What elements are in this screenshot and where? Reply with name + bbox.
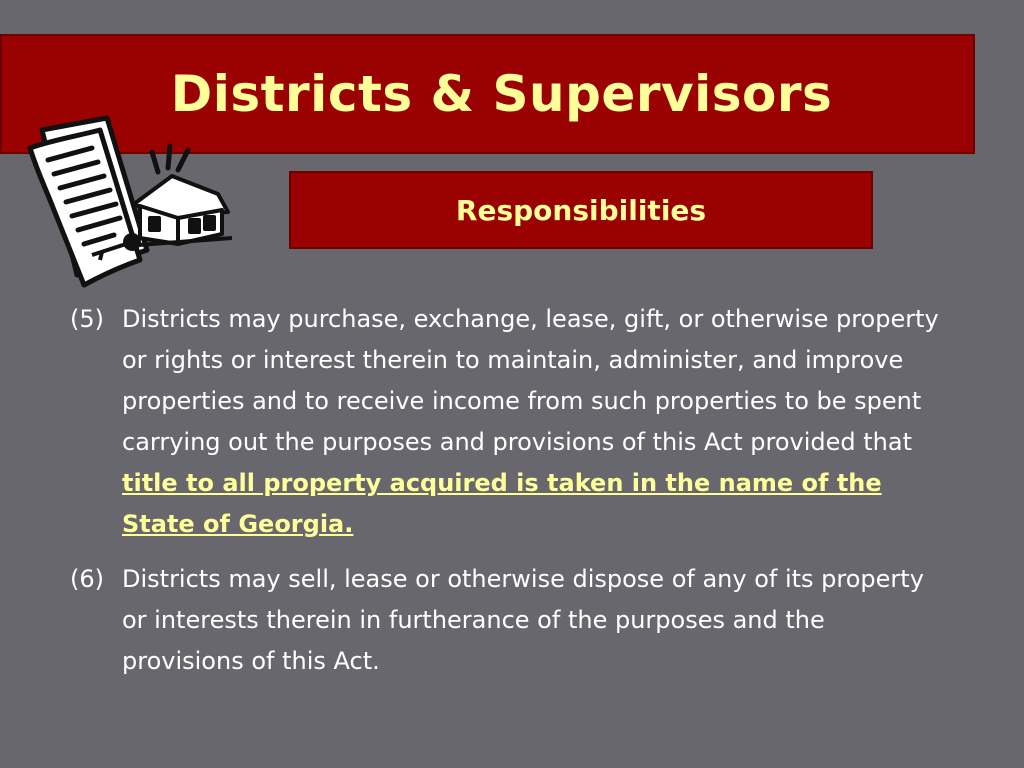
- slide-body: [70, 299, 940, 696]
- list-item: [70, 299, 940, 545]
- list-item: [70, 559, 940, 682]
- item-number: (6): [70, 565, 104, 593]
- slide-subtitle: Responsibilities: [455, 193, 707, 227]
- item-text: Districts may sell, lease or otherwise dispose of any of its property or interests therein in furtherance of the purposes and the provisions of this Act.: [122, 565, 924, 675]
- property-deed-house-icon: [22, 110, 237, 290]
- item-emphasis: title to all property acquired is taken in the name of the State of Georgia.: [122, 469, 882, 538]
- subtitle-banner: [289, 171, 873, 249]
- item-number: (5): [70, 305, 104, 333]
- slide-title: Districts & Supervisors: [170, 65, 833, 123]
- item-text: Districts may purchase, exchange, lease, gift, or otherwise property or rights or interest therein to maintain, administer, and improve properties and to receive income from such properties to be spent carrying out the purposes and provisions of this Act provided that: [122, 305, 939, 456]
